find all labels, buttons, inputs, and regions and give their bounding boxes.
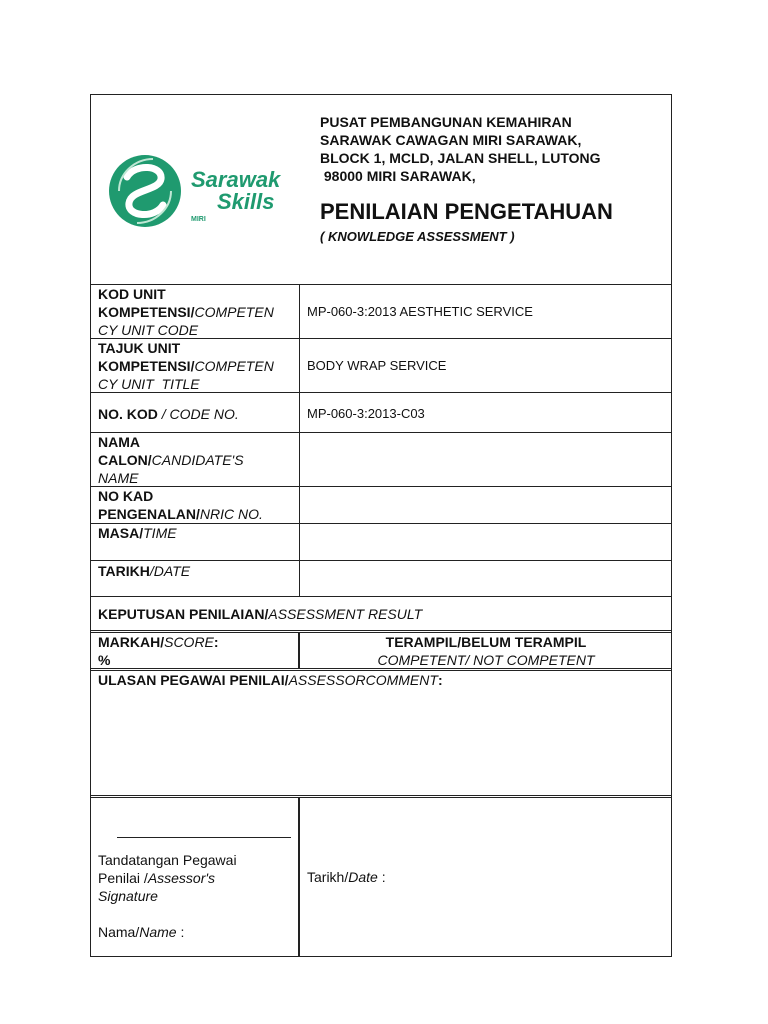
divider bbox=[91, 523, 671, 524]
form-subtitle: ( KNOWLEDGE ASSESSMENT ) bbox=[320, 229, 515, 244]
address-line: SARAWAK CAWAGAN MIRI SARAWAK, bbox=[320, 132, 582, 148]
label-keputusan bbox=[98, 605, 422, 623]
label-text: NO. KOD bbox=[98, 406, 158, 422]
label-terampil bbox=[301, 633, 671, 669]
value-tajuk-unit: BODY WRAP SERVICE bbox=[307, 358, 447, 373]
label-text: ASSESSMENT RESULT bbox=[268, 606, 423, 622]
label-text: CANDIDATE'S bbox=[151, 452, 244, 468]
logo-emblem-icon bbox=[105, 153, 315, 233]
label-text: Tarikh/ bbox=[307, 869, 349, 885]
address-line: PUSAT PEMBANGUNAN KEMAHIRAN bbox=[320, 114, 572, 130]
label-text: Assessor's bbox=[147, 870, 216, 886]
label-text: Signature bbox=[98, 888, 158, 904]
label-text: : bbox=[437, 672, 443, 688]
label-text: Nama/ bbox=[98, 924, 140, 940]
signature-line bbox=[117, 837, 291, 838]
label-text: Tandatangan Pegawai bbox=[98, 852, 237, 868]
label-text: PENGENALAN/ bbox=[98, 506, 200, 522]
label-text: COMPETEN bbox=[194, 358, 274, 374]
institution-address bbox=[320, 113, 640, 185]
divider bbox=[91, 560, 671, 561]
label-text: KOD UNIT bbox=[98, 286, 166, 302]
signature-label bbox=[98, 851, 293, 905]
signature-date-label bbox=[307, 868, 386, 886]
label-text: NAME bbox=[98, 470, 139, 486]
label-text: MASA/ bbox=[98, 525, 144, 541]
address-line: 98000 MIRI SARAWAK, bbox=[320, 168, 476, 184]
label-nama-calon bbox=[98, 433, 296, 487]
assessor-name-label bbox=[98, 923, 184, 941]
label-text: Date bbox=[348, 869, 378, 885]
label-text: : bbox=[176, 924, 185, 940]
percent-sign: % bbox=[98, 652, 111, 668]
address-line: BLOCK 1, MCLD, JALAN SHELL, LUTONG bbox=[320, 150, 601, 166]
divider bbox=[91, 795, 671, 796]
logo-brand-line2: Skills bbox=[217, 189, 275, 214]
label-text: TARIKH bbox=[98, 563, 150, 579]
label-text: /DATE bbox=[149, 563, 191, 579]
column-divider bbox=[298, 632, 300, 668]
logo-brand-sub: MIRI bbox=[191, 216, 206, 223]
label-text: ASSESSORCOMMENT bbox=[288, 672, 438, 688]
divider bbox=[91, 596, 671, 597]
label-text: SCORE bbox=[164, 634, 214, 650]
column-divider bbox=[299, 284, 300, 596]
value-no-kod: MP-060-3:2013-C03 bbox=[307, 406, 425, 421]
label-text: NRIC NO. bbox=[199, 506, 263, 522]
divider bbox=[91, 797, 671, 798]
label-text: CY UNIT TITLE bbox=[98, 376, 200, 392]
assessment-form bbox=[90, 94, 672, 957]
label-text: Name bbox=[139, 924, 177, 940]
label-text: Penilai / bbox=[98, 870, 148, 886]
form-title: PENILAIAN PENGETAHUAN bbox=[320, 199, 613, 224]
label-nric bbox=[98, 487, 296, 523]
label-tarikh bbox=[98, 562, 190, 580]
logo-brand-line1: Sarawak bbox=[191, 167, 281, 192]
label-text: COMPETENT/ NOT COMPETENT bbox=[377, 652, 595, 668]
label-text: TERAMPIL/BELUM TERAMPIL bbox=[385, 634, 587, 650]
label-text: ULASAN PEGAWAI PENILAI/ bbox=[98, 672, 289, 688]
label-text: NO KAD bbox=[98, 488, 154, 504]
label-tajuk-unit bbox=[98, 339, 296, 393]
label-text: CY UNIT CODE bbox=[98, 322, 199, 338]
label-text: TAJUK UNIT bbox=[98, 340, 181, 356]
label-text: NAMA bbox=[98, 434, 140, 450]
column-divider bbox=[298, 797, 300, 957]
label-text: COMPETEN bbox=[194, 304, 274, 320]
label-text: KOMPETENSI/ bbox=[98, 304, 195, 320]
label-ulasan bbox=[98, 671, 443, 689]
label-kod-unit bbox=[98, 285, 296, 339]
label-text: : bbox=[213, 634, 219, 650]
label-text: MARKAH/ bbox=[98, 634, 165, 650]
divider bbox=[91, 630, 671, 631]
label-text: KOMPETENSI/ bbox=[98, 358, 195, 374]
label-text: : bbox=[377, 869, 386, 885]
label-text: TIME bbox=[143, 525, 177, 541]
label-masa bbox=[98, 524, 177, 542]
label-markah bbox=[98, 633, 296, 669]
value-kod-unit: MP-060-3:2013 AESTHETIC SERVICE bbox=[307, 304, 533, 319]
label-text: / CODE NO. bbox=[157, 406, 239, 422]
sarawak-skills-logo bbox=[105, 153, 315, 233]
label-text: KEPUTUSAN PENILAIAN/ bbox=[98, 606, 269, 622]
label-text: CALON/ bbox=[98, 452, 152, 468]
label-no-kod bbox=[98, 405, 239, 423]
